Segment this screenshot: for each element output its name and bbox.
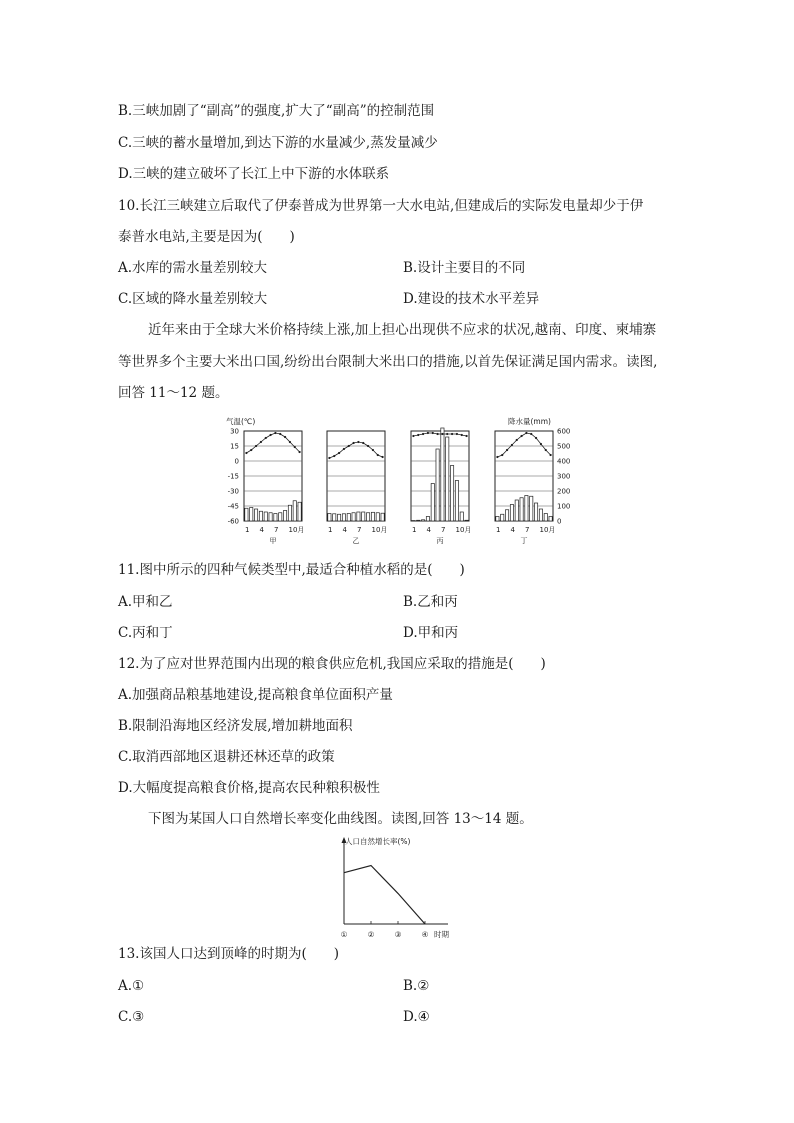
precip-bar [549,517,552,522]
precip-bar [446,437,449,521]
precip-bar [288,505,291,521]
temp-point [255,445,257,447]
q9-option-d: D.三峡的建立破坏了长江上中下游的水体联系 [118,166,390,182]
temp-point [545,449,547,451]
month-tick-label: 4 [426,526,431,534]
q10-option-a: A.水库的需水量差别较大 [118,260,268,276]
precip-tick-label: 500 [557,442,571,451]
temp-tick-label: -15 [227,472,239,481]
precip-bar [501,514,504,521]
q10-stem-line2: 泰普水电站,主要是因为( ) [118,229,295,245]
precip-bar [465,520,468,521]
q12-option-a: A.加强商品粮基地建设,提高粮食单位面积产量 [118,687,393,703]
temp-point [381,456,383,458]
q11-stem: 11.图中所示的四种气候类型中,最适合种植水稻的是( ) [118,562,465,578]
q10-option-b: B.设计主要目的不同 [403,260,526,276]
precip-bar [376,513,379,521]
temp-point [465,435,467,437]
temp-point [274,432,276,434]
temp-point [535,437,537,439]
q9-option-c: C.三峡的蓄水量增加,到达下游的水量减少,蒸发量减少 [118,135,438,151]
precip-bar [274,514,277,522]
temp-tick-group [228,428,239,526]
climate-panel [495,431,555,545]
q10-stem-line1: 10.长江三峡建立后取代了伊泰普成为世界第一大水电站,但建成后的实际发电量却少于伊 [118,198,644,214]
q13-option-d: D.④ [403,1009,430,1025]
precip-bar [259,511,262,521]
q10-option-c: C.区域的降水量差别较大 [118,291,268,307]
precip-bar [264,512,267,521]
month-tick-label: 7 [525,526,530,534]
precip-bar [530,496,533,521]
temp-point [269,434,271,436]
temp-line [246,433,299,453]
precip-bar [441,428,444,521]
temp-point [294,446,296,448]
month-tick-label: 4 [342,526,347,534]
precip-bar [337,514,340,521]
temp-line [413,433,466,436]
pop-y-label: 人口自然增长率(%) [345,837,411,846]
climate-panel [411,428,471,545]
temp-point [525,432,527,434]
precip-bar [421,520,424,521]
pop-chart-body [341,837,448,939]
temp-point [511,444,513,446]
temp-axis-label: 气温(℃) [226,417,256,426]
temp-point [451,433,453,435]
passage2: 下图为某国人口自然增长率变化曲线图。读图,回答 13～14 题。 [148,811,533,827]
temp-tick-label: -30 [227,487,239,496]
temp-point [260,441,262,443]
climate-panel [327,431,387,545]
temp-point [417,434,419,436]
precip-bar [381,513,384,521]
passage1-line2: 等世界多个主要大米出口国,纷纷出台限制大米出口的措施,以首先保证满足国内需求。读图, [118,354,658,370]
climate-panel [244,431,304,545]
q11-option-d: D.甲和丙 [403,625,459,641]
temp-point [422,433,424,435]
q12-option-c: C.取消西部地区退耕还林还草的政策 [118,749,335,765]
growth-line [344,866,425,925]
precip-bar [371,512,374,521]
month-tick-label: 10月 [455,526,472,534]
precip-bar [520,498,523,521]
precip-tick-label: 600 [557,427,571,436]
q12-stem: 12.为了应对世界范围内出现的粮食供应危机,我国应采取的措施是( ) [118,656,546,672]
precip-bar [283,511,286,522]
temp-point [343,448,345,450]
temp-point [250,449,252,451]
precip-bar [515,500,518,521]
temp-line [497,433,550,457]
passage1-line1: 近年来由于全球大米价格持续上涨,加上担心出现供不应求的状况,越南、印度、柬埔寨 [148,322,657,338]
temp-line [329,442,382,458]
temp-point [427,432,429,434]
temp-point [441,433,443,435]
temp-point [348,445,350,447]
precip-bar [505,510,508,521]
climate-panels [244,428,555,545]
precip-bar [347,514,350,522]
temp-point [352,442,354,444]
temp-point [506,449,508,451]
month-tick-label: 1 [412,526,417,534]
temp-point [540,443,542,445]
temp-point [496,456,498,458]
temp-point [279,433,281,435]
month-tick-label: 7 [357,526,362,534]
month-tick-label: 4 [510,526,515,534]
precip-bar [328,514,331,522]
temp-point [456,433,458,435]
q11-option-c: C.丙和丁 [118,625,173,641]
period-label: ③ [394,930,402,939]
temp-point [367,445,369,447]
precip-bar [544,514,547,522]
precip-bar [510,505,513,522]
temp-tick-label: -60 [227,517,239,526]
month-tick-label: 4 [259,526,264,534]
precip-bar [496,517,499,522]
panel-label: 甲 [269,537,277,545]
period-label: ② [367,930,375,939]
precip-bar [436,449,439,521]
temp-tick-label: -45 [227,502,239,511]
q13-option-b: B.② [403,978,430,994]
month-tick-label: 1 [496,526,501,534]
month-tick-label: 7 [441,526,446,534]
temp-point [549,454,551,456]
temp-point [377,454,379,456]
month-tick-label: 10月 [371,526,388,534]
precip-bar [298,502,301,521]
temp-point [265,437,267,439]
precip-bar [352,513,355,521]
precip-bar [460,512,463,521]
month-tick-label: 10月 [288,526,305,534]
q9-option-b: B.三峡加剧了“副高”的强度,扩大了“副高”的控制范围 [118,103,435,119]
temp-point [357,441,359,443]
temp-point [412,435,414,437]
temp-point [362,442,364,444]
precip-bar [426,517,429,522]
precip-bar [455,481,458,522]
precip-bar [342,514,345,521]
precip-bar [450,466,453,522]
pop-x-label: 时期 [434,930,449,939]
passage1-line3: 回答 11～12 题。 [118,385,229,401]
month-tick-label: 1 [328,526,333,534]
q13-option-a: A.① [118,978,145,994]
temp-point [289,441,291,443]
precip-bar [269,513,272,521]
q11-option-b: B.乙和丙 [403,594,458,610]
q13-stem: 13.该国人口达到顶峰的时期为( ) [118,946,340,962]
precip-bar [254,509,257,521]
precip-bar [250,508,253,522]
q12-option-b: B.限制沿海地区经济发展,增加耕地面积 [118,718,353,734]
temp-point [333,455,335,457]
temp-tick-label: 0 [234,457,239,466]
temp-point [298,451,300,453]
climate-chart [220,412,580,552]
temp-point [245,452,247,454]
month-tick-label: 1 [245,526,250,534]
temp-point [530,433,532,435]
precip-bar [534,503,537,521]
precip-tick-label: 100 [557,502,571,511]
precip-bar [357,512,360,521]
temp-point [501,454,503,456]
q13-option-c: C.③ [118,1009,145,1025]
month-tick-label: 7 [274,526,279,534]
month-tick-label: 10月 [539,526,556,534]
panel-label: 丁 [520,537,528,545]
panel-label: 乙 [352,537,360,545]
precip-bar [431,484,434,522]
temp-point [436,433,438,435]
temp-tick-label: 30 [230,427,239,436]
precip-bar [525,496,528,522]
panel-label: 丙 [436,537,444,545]
q11-option-a: A.甲和乙 [118,594,173,610]
q10-option-d: D.建设的技术水平差异 [403,291,540,307]
precip-tick-label: 200 [557,487,571,496]
precip-bar [279,513,282,521]
precip-axis-label: 降水量(mm) [508,417,551,426]
temp-tick-label: 15 [230,442,239,451]
precip-tick-group [557,428,570,526]
temp-point [284,436,286,438]
temp-point [516,439,518,441]
q12-option-d: D.大幅度提高粮食价格,提高农民种粮积极性 [118,780,380,796]
period-label: ④ [421,930,429,939]
population-growth-chart [330,834,470,942]
precip-tick-label: 400 [557,457,571,466]
temp-point [432,432,434,434]
precip-bar [417,520,420,521]
precip-bar [366,513,369,521]
precip-tick-label: 300 [557,472,571,481]
temp-point [338,452,340,454]
precip-bar [293,501,296,521]
temp-point [461,434,463,436]
precip-bar [362,512,365,521]
temp-point [328,457,330,459]
temp-point [372,449,374,451]
precip-tick-label: 0 [557,517,562,526]
temp-point [520,435,522,437]
precip-bar [539,509,542,521]
period-label: ① [340,930,348,939]
precip-bar [333,514,336,521]
precip-bar [245,508,248,521]
temp-point [446,433,448,435]
